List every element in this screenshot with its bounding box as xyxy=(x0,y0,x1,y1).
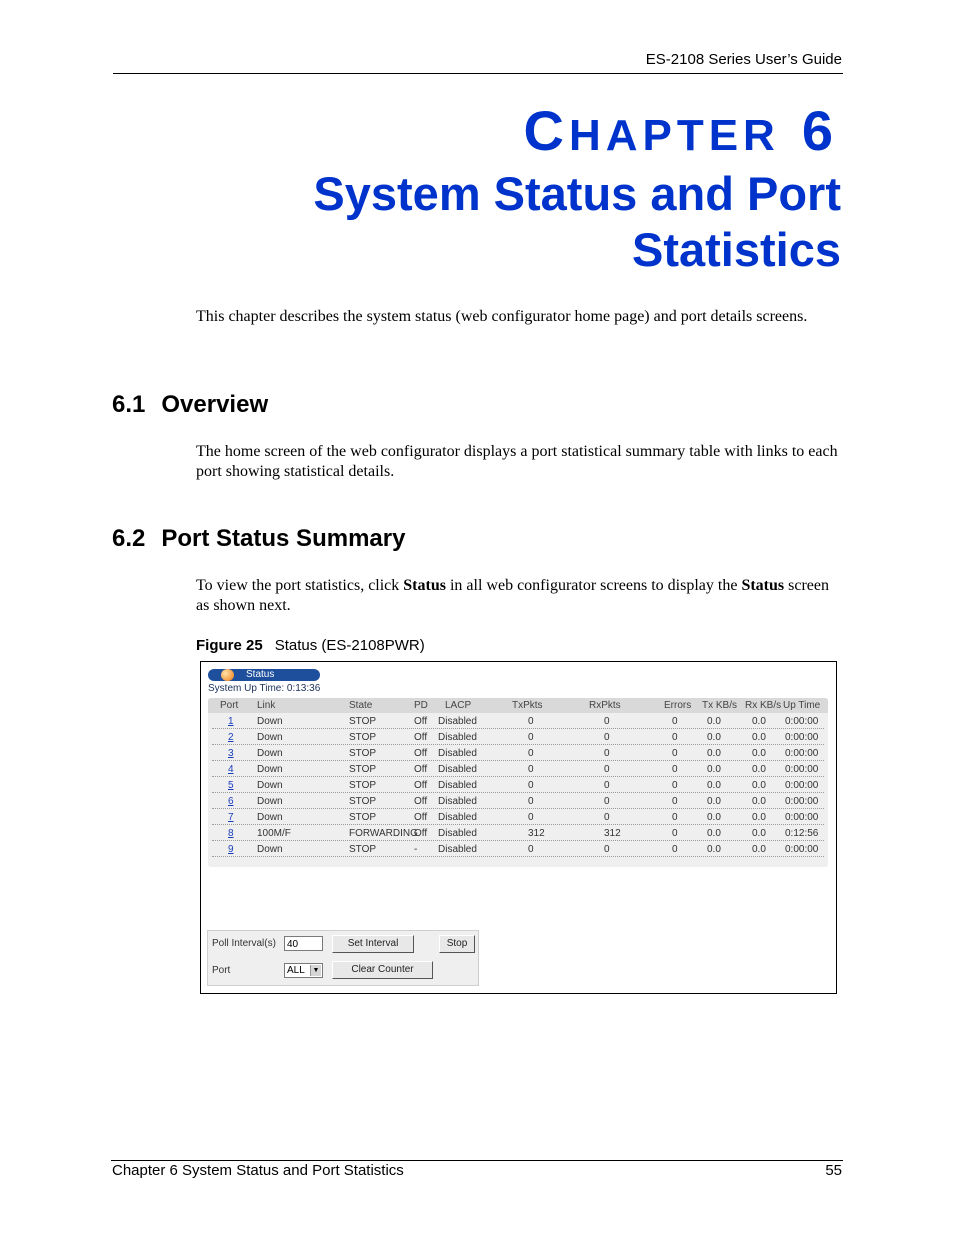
cell-up-time: 0:00:00 xyxy=(785,732,819,743)
column-header-link: Link xyxy=(257,700,276,711)
cell-state: STOP xyxy=(349,732,377,743)
cell-tx-kbs: 0.0 xyxy=(707,812,721,823)
cell-link: Down xyxy=(257,812,283,823)
table-row xyxy=(208,809,828,825)
cell-errors: 0 xyxy=(672,796,678,807)
cell-txpkts: 0 xyxy=(528,796,534,807)
cell-rxpkts: 0 xyxy=(604,796,610,807)
chevron-down-icon[interactable]: ▼ xyxy=(310,965,321,976)
section-title: Overview xyxy=(161,391,269,418)
status-screenshot xyxy=(200,661,837,994)
cell-state: STOP xyxy=(349,780,377,791)
cell-state: STOP xyxy=(349,812,377,823)
table-row xyxy=(208,777,828,793)
cell-rx-kbs: 0.0 xyxy=(752,844,766,855)
header-rule xyxy=(113,73,843,74)
figure-caption-text: Status (ES-2108PWR) xyxy=(274,637,425,654)
cell-tx-kbs: 0.0 xyxy=(707,732,721,743)
status-tab-label: Status xyxy=(246,669,275,680)
cell-pd: - xyxy=(414,844,418,855)
poll-controls xyxy=(207,930,479,986)
cell-rx-kbs: 0.0 xyxy=(752,716,766,727)
column-header-pd: PD xyxy=(414,700,428,711)
cell-up-time: 0:00:00 xyxy=(785,796,819,807)
cell-txpkts: 0 xyxy=(528,748,534,759)
cell-rx-kbs: 0.0 xyxy=(752,828,766,839)
system-uptime: System Up Time: 0:13:36 xyxy=(208,683,321,694)
section-number: 6.1 xyxy=(112,391,146,418)
column-header-errors: Errors xyxy=(664,700,692,711)
cell-rxpkts: 312 xyxy=(604,828,621,839)
chapter-title: System Status and Port Statistics xyxy=(313,167,841,276)
overview-paragraph: The home screen of the web configurator displays a port statistical summary table with links to each port showing statistical details. xyxy=(196,443,838,480)
port-link[interactable]: 4 xyxy=(228,764,234,775)
table-row xyxy=(208,761,828,777)
cell-errors: 0 xyxy=(672,748,678,759)
cell-tx-kbs: 0.0 xyxy=(707,748,721,759)
cell-errors: 0 xyxy=(672,764,678,775)
status-orb-icon xyxy=(221,669,234,681)
chapter-number: 6 xyxy=(801,99,838,162)
column-header-txpkts: TxPkts xyxy=(512,700,543,711)
cell-up-time: 0:00:00 xyxy=(785,748,819,759)
section-heading-overview xyxy=(112,391,268,419)
port-label: Port xyxy=(212,965,231,976)
column-header-up-time: Up Time xyxy=(783,700,821,711)
cell-tx-kbs: 0.0 xyxy=(707,844,721,855)
cell-pd: Off xyxy=(414,812,428,823)
cell-rx-kbs: 0.0 xyxy=(752,780,766,791)
cell-up-time: 0:00:00 xyxy=(785,780,819,791)
stop-button[interactable]: Stop xyxy=(439,935,475,953)
set-interval-button[interactable]: Set Interval xyxy=(332,935,414,953)
bold-status: Status xyxy=(741,577,785,594)
cell-up-time: 0:00:00 xyxy=(785,844,819,855)
chapter-cap: C xyxy=(523,99,569,162)
text-run: To view the port statistics, click xyxy=(196,577,404,594)
table-row xyxy=(208,729,828,745)
column-header-state: State xyxy=(349,700,373,711)
text-run: in all web configurator screens to display the xyxy=(445,577,742,594)
port-link[interactable]: 2 xyxy=(228,732,234,743)
cell-state: STOP xyxy=(349,796,377,807)
table-row xyxy=(208,825,828,841)
cell-lacp: Disabled xyxy=(438,748,477,759)
cell-state: STOP xyxy=(349,764,377,775)
cell-rx-kbs: 0.0 xyxy=(752,812,766,823)
cell-rxpkts: 0 xyxy=(604,716,610,727)
cell-txpkts: 0 xyxy=(528,732,534,743)
cell-tx-kbs: 0.0 xyxy=(707,828,721,839)
cell-tx-kbs: 0.0 xyxy=(707,764,721,775)
row-divider xyxy=(212,856,824,857)
cell-txpkts: 0 xyxy=(528,812,534,823)
cell-up-time: 0:12:56 xyxy=(785,828,819,839)
chapter-word: HAPTER xyxy=(568,111,780,160)
column-header-lacp: LACP xyxy=(445,700,472,711)
cell-pd: Off xyxy=(414,828,428,839)
figure-caption xyxy=(196,637,425,654)
cell-errors: 0 xyxy=(672,828,678,839)
cell-errors: 0 xyxy=(672,812,678,823)
text-run: screen as shown next. xyxy=(196,577,829,614)
cell-lacp: Disabled xyxy=(438,716,477,727)
cell-errors: 0 xyxy=(672,732,678,743)
cell-txpkts: 312 xyxy=(528,828,545,839)
cell-errors: 0 xyxy=(672,844,678,855)
cell-rx-kbs: 0.0 xyxy=(752,764,766,775)
table-row xyxy=(208,745,828,761)
port-link[interactable]: 3 xyxy=(228,748,234,759)
port-status-table xyxy=(208,698,828,867)
cell-rxpkts: 0 xyxy=(604,812,610,823)
cell-pd: Off xyxy=(414,764,428,775)
cell-rxpkts: 0 xyxy=(604,764,610,775)
figure-label: Figure 25 xyxy=(196,637,263,654)
column-header-tx-kbs: Tx KB/s xyxy=(702,700,738,711)
port-link[interactable]: 7 xyxy=(228,812,234,823)
cell-lacp: Disabled xyxy=(438,844,477,855)
port-link[interactable]: 6 xyxy=(228,796,234,807)
cell-txpkts: 0 xyxy=(528,844,534,855)
footer-rule xyxy=(111,1160,843,1161)
port-status-paragraph xyxy=(196,576,846,616)
cell-tx-kbs: 0.0 xyxy=(707,780,721,791)
cell-pd: Off xyxy=(414,716,428,727)
cell-link: Down xyxy=(257,748,283,759)
cell-state: STOP xyxy=(349,748,377,759)
poll-interval-label: Poll Interval(s) xyxy=(212,938,276,949)
cell-link: Down xyxy=(257,780,283,791)
cell-link: Down xyxy=(257,716,283,727)
cell-errors: 0 xyxy=(672,780,678,791)
cell-up-time: 0:00:00 xyxy=(785,764,819,775)
port-select[interactable] xyxy=(284,963,323,978)
cell-txpkts: 0 xyxy=(528,780,534,791)
bold-status: Status xyxy=(403,577,446,594)
page-number: 55 xyxy=(825,1162,842,1179)
cell-rx-kbs: 0.0 xyxy=(752,732,766,743)
intro-paragraph: This chapter describes the system status (web configurator home page) and port details screens. xyxy=(196,308,808,325)
cell-tx-kbs: 0.0 xyxy=(707,796,721,807)
cell-rx-kbs: 0.0 xyxy=(752,796,766,807)
cell-tx-kbs: 0.0 xyxy=(707,716,721,727)
cell-errors: 0 xyxy=(672,716,678,727)
cell-pd: Off xyxy=(414,780,428,791)
cell-lacp: Disabled xyxy=(438,764,477,775)
cell-link: Down xyxy=(257,796,283,807)
cell-pd: Off xyxy=(414,748,428,759)
cell-txpkts: 0 xyxy=(528,764,534,775)
cell-link: 100M/F xyxy=(257,828,291,839)
cell-rxpkts: 0 xyxy=(604,748,610,759)
section-number: 6.2 xyxy=(112,525,146,552)
column-header-port: Port xyxy=(220,700,239,711)
cell-lacp: Disabled xyxy=(438,812,477,823)
port-link[interactable]: 5 xyxy=(228,780,234,791)
cell-link: Down xyxy=(257,732,283,743)
cell-state: STOP xyxy=(349,844,377,855)
port-link[interactable]: 9 xyxy=(228,844,234,855)
cell-lacp: Disabled xyxy=(438,732,477,743)
cell-link: Down xyxy=(257,764,283,775)
table-row xyxy=(208,713,828,729)
chapter-heading xyxy=(523,98,838,163)
poll-interval-input[interactable]: 40 xyxy=(284,936,323,951)
table-row xyxy=(208,841,828,857)
cell-rxpkts: 0 xyxy=(604,780,610,791)
port-link[interactable]: 1 xyxy=(228,716,234,727)
column-header-rxpkts: RxPkts xyxy=(589,700,621,711)
footer-chapter: Chapter 6 System Status and Port Statistics xyxy=(112,1162,404,1179)
cell-state: STOP xyxy=(349,716,377,727)
table-header xyxy=(208,698,828,713)
column-header-rx-kbs: Rx KB/s xyxy=(745,700,782,711)
status-tab[interactable] xyxy=(208,669,320,681)
port-link[interactable]: 8 xyxy=(228,828,234,839)
section-heading-port-status xyxy=(112,525,405,553)
cell-lacp: Disabled xyxy=(438,780,477,791)
cell-rxpkts: 0 xyxy=(604,844,610,855)
cell-pd: Off xyxy=(414,796,428,807)
cell-state: FORWARDING xyxy=(349,828,418,839)
clear-counter-button[interactable]: Clear Counter xyxy=(332,961,433,979)
cell-up-time: 0:00:00 xyxy=(785,812,819,823)
section-title: Port Status Summary xyxy=(161,525,406,552)
cell-lacp: Disabled xyxy=(438,796,477,807)
cell-lacp: Disabled xyxy=(438,828,477,839)
cell-link: Down xyxy=(257,844,283,855)
cell-up-time: 0:00:00 xyxy=(785,716,819,727)
cell-pd: Off xyxy=(414,732,428,743)
cell-rxpkts: 0 xyxy=(604,732,610,743)
cell-rx-kbs: 0.0 xyxy=(752,748,766,759)
running-header: ES-2108 Series User’s Guide xyxy=(645,51,842,68)
table-row xyxy=(208,793,828,809)
port-select-value: ALL xyxy=(287,965,305,976)
cell-txpkts: 0 xyxy=(528,716,534,727)
